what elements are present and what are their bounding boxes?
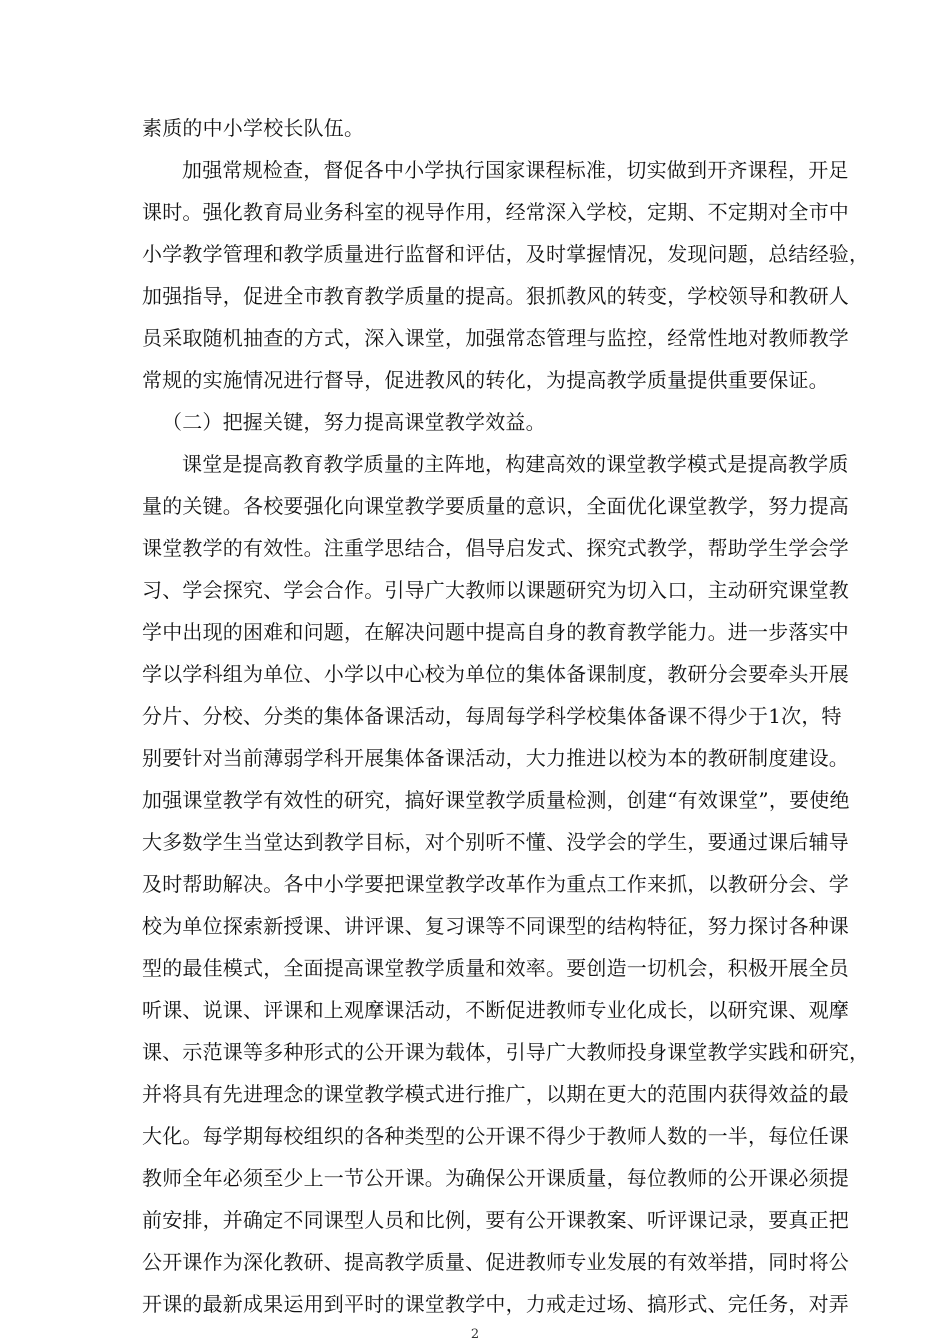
- text-line: 课、示范课等多种形式的公开课为载体，引导广大教师投身课堂教学实践和研究，: [142, 1040, 870, 1064]
- text-line: 型的最佳模式，全面提高课堂教学质量和效率。要创造一切机会，积极开展全员: [142, 956, 849, 980]
- text-line: 学中出现的困难和问题，在解决问题中提高自身的教育教学能力。进一步落实中: [142, 620, 849, 644]
- text-line: 大多数学生当堂达到教学目标，对个别听不懂、没学会的学生，要通过课后辅导: [142, 830, 849, 854]
- text-line: 学以学科组为单位、小学以中心校为单位的集体备课制度，教研分会要牵头开展: [142, 662, 849, 686]
- section-heading: （二）把握关键，努力提高课堂教学效益。: [162, 410, 546, 434]
- text-line: 加强指导，促进全市教育教学质量的提高。狠抓教风的转变，学校领导和教研人: [142, 284, 849, 308]
- text-line: 开课的最新成果运用到平时的课堂教学中，力戒走过场、搞形式、完任务，对弄: [142, 1292, 849, 1316]
- page-number: 2: [470, 1327, 480, 1342]
- text-line: 并将具有先进理念的课堂教学模式进行推广，以期在更大的范围内获得效益的最: [142, 1082, 849, 1106]
- paragraph-first-line: 加强常规检查，督促各中小学执行国家课程标准，切实做到开齐课程，开足: [182, 158, 849, 182]
- text-line: 校为单位探索新授课、讲评课、复习课等不同课型的结构特征，努力探讨各种课: [142, 914, 849, 938]
- text-line: 习、学会探究、学会合作。引导广大教师以课题研究为切入口，主动研究课堂教: [142, 578, 849, 602]
- text-line: 素质的中小学校长队伍。: [142, 116, 365, 140]
- text-line: 前安排，并确定不同课型人员和比例，要有公开课教案、听评课记录，要真正把: [142, 1208, 849, 1232]
- text-line: 课时。强化教育局业务科室的视导作用，经常深入学校，定期、不定期对全市中: [142, 200, 849, 224]
- text-line: 分片、分校、分类的集体备课活动，每周每学科学校集体备课不得少于1次，特: [142, 704, 842, 728]
- text-line: 员采取随机抽查的方式，深入课堂，加强常态管理与监控，经常性地对教师教学: [142, 326, 849, 350]
- text-line: 教师全年必须至少上一节公开课。为确保公开课质量，每位教师的公开课必须提: [142, 1166, 849, 1190]
- text-line: 量的关键。各校要强化向课堂教学要质量的意识，全面优化课堂教学，努力提高: [142, 494, 849, 518]
- paragraph-first-line: 课堂是提高教育教学质量的主阵地，构建高效的课堂教学模式是提高教学质: [182, 452, 849, 476]
- text-line: 公开课作为深化教研、提高教学质量、促进教师专业发展的有效举措，同时将公: [142, 1250, 849, 1274]
- text-line: 常规的实施情况进行督导，促进教风的转化，为提高教学质量提供重要保证。: [142, 368, 829, 392]
- text-line: 加强课堂教学有效性的研究，搞好课堂教学质量检测，创建“有效课堂”，要使绝: [142, 788, 850, 812]
- text-line: 听课、说课、评课和上观摩课活动，不断促进教师专业化成长，以研究课、观摩: [142, 998, 849, 1022]
- text-line: 及时帮助解决。各中小学要把课堂教学改革作为重点工作来抓，以教研分会、学: [142, 872, 849, 896]
- text-line: 大化。每学期每校组织的各种类型的公开课不得少于教师人数的一半，每位任课: [142, 1124, 849, 1148]
- text-line: 课堂教学的有效性。注重学思结合，倡导启发式、探究式教学，帮助学生学会学: [142, 536, 849, 560]
- text-line: 别要针对当前薄弱学科开展集体备课活动，大力推进以校为本的教研制度建设。: [142, 746, 849, 770]
- text-line: 小学教学管理和教学质量进行监督和评估，及时掌握情况，发现问题，总结经验，: [142, 242, 870, 266]
